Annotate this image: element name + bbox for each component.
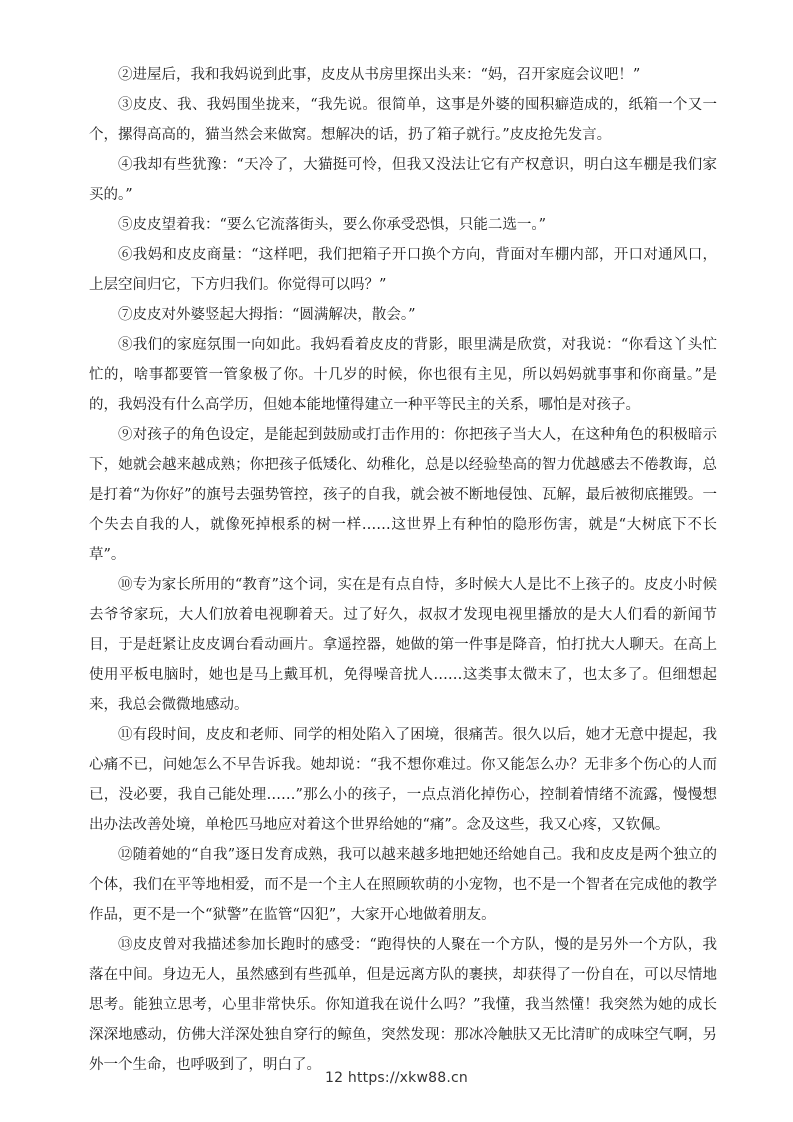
paragraph-11: ⑪有段时间，皮皮和老师、同学的相处陷入了困境，很痛苦。很久以后，她才无意中提起，我心痛不已，问她怎么不早告诉我。她却说：“我不想你难过。你又能怎么办？无非多个伤心的人而已，没必要，我自己能处理……”那么小的孩子，一点点消化掉伤心，控制着情绪不流露，慢慢想出办法改善处境，单枪匹马地应对着这个世界给她的“痛”。念及这些，我又心疼，又钦佩。 <box>89 727 717 833</box>
paragraph-9: ⑨对孩子的角色设定，是能起到鼓励或打击作用的：你把孩子当大人，在这种角色的积极暗示下，她就会越来越成熟；你把孩子低矮化、幼稚化，总是以经验垫高的智力优越感去不倦教诲，总是打着“为你好”的旗号去强势管控，孩子的自我，就会被不断地侵蚀、瓦解，最后被彻底摧毁。一个失去自我的人，就像死掉根系的树一样……这世界上有种怕的隐形伤害，就是“大树底下不长草”。 <box>89 427 717 563</box>
paragraph-7: ⑦皮皮对外婆竖起大拇指：“圆满解决，散会。” <box>118 307 416 323</box>
paragraph-13: ⑬皮皮曾对我描述参加长跑时的感受：“跑得快的人聚在一个方队，慢的是另外一个方队，我落在中间。身边无人，虽然感到有些孤单，但是远离方队的裹挟，却获得了一份自在，可以尽情地思考。能独立思考，心里非常快乐。你知道我在说什么吗？”我懂，我当然懂！我突然为她的成长深深地感动，仿佛大洋深处独自穿行的鲸鱼，突然发现：那冰冷触肤又无比清旷的成味空气啊，另外一个生命，也呼吸到了，明白了。 <box>89 937 717 1073</box>
document-body <box>89 60 717 1080</box>
paragraph-3: ③皮皮、我、我妈围坐拢来，“我先说。很简单，这事是外婆的囤积癖造成的，纸箱一个又一个，摞得高高的，猫当然会来做窝。想解决的话，扔了箱子就行。”皮皮抢先发言。 <box>89 97 717 143</box>
paragraph-5: ⑤皮皮望着我：“要么它流落街头，要么你承受恐惧，只能二选一。” <box>118 217 547 233</box>
paragraph-6: ⑥我妈和皮皮商量：“这样吧，我们把箱子开口换个方向，背面对车棚内部，开口对通风口，上层空间归它，下方归我们。你觉得可以吗？” <box>89 247 717 293</box>
paragraph-2: ②进屋后，我和我妈说到此事，皮皮从书房里探出头来：“妈，召开家庭会议吧！” <box>118 67 641 83</box>
paragraph-4: ④我却有些犹豫：“天冷了，大猫挺可怜，但我又没法让它有产权意识，明白这车棚是我们家买的。” <box>89 157 717 203</box>
paragraph-12: ⑫随着她的“自我”逐日发育成熟，我可以越来越多地把她还给她自己。我和皮皮是两个独立的个体，我们在平等地相爱，而不是一个主人在照顾软萌的小宠物，也不是一个智者在完成他的教学作品，更不是一个“狱警”在监管“囚犯”，大家开心地做着朋友。 <box>89 847 717 923</box>
paragraph-8: ⑧我们的家庭氛围一向如此。我妈看着皮皮的背影，眼里满是欣赏，对我说：“你看这丫头忙忙的，啥事都要管一管象极了你。十几岁的时候，你也很有主见，所以妈妈就事事和你商量。”是的，我妈没有什么高学历，但她本能地懂得建立一种平等民主的关系，哪怕是对孩子。 <box>89 337 717 413</box>
page-footer: 12 https://xkw88.cn <box>325 1070 468 1086</box>
paragraph-10: ⑩专为家长所用的“教育”这个词，实在是有点自恃，多时候大人是比不上孩子的。皮皮小时候去爷爷家玩，大人们放着电视聊着天。过了好久，叔叔才发现电视里播放的是大人们看的新闻节目，于是赶紧让皮皮调台看动画片。拿遥控器，她做的第一件事是降音，怕打扰大人聊天。在高上使用平板电脑时，她也是马上戴耳机，免得噪音扰人……这类事太微末了，也太多了。但细想起来，我总会微微地感动。 <box>89 577 717 713</box>
